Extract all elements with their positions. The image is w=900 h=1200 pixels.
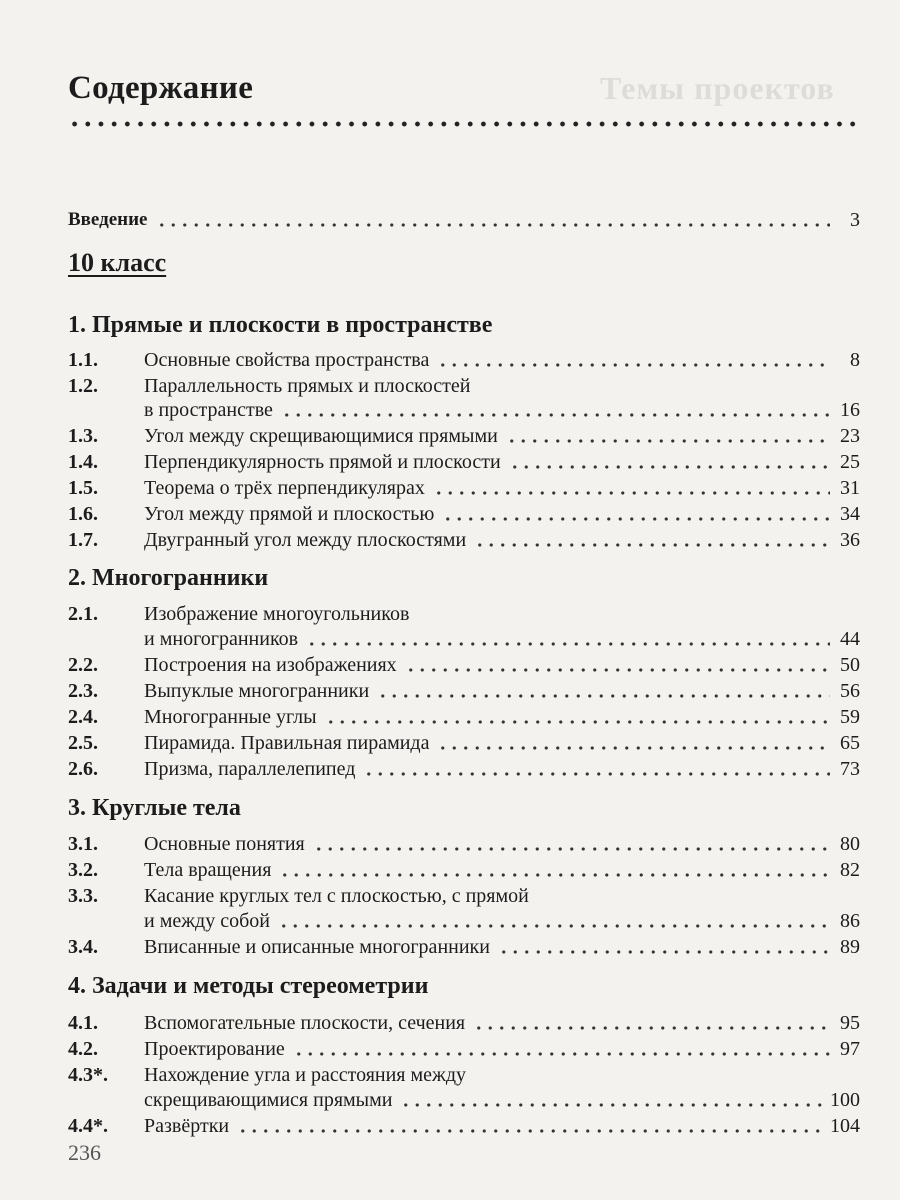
toc-entry-label: Вписанные и описанные многогранники: [144, 936, 490, 958]
toc-page-number: 59: [840, 706, 860, 728]
chapter-heading: 4. Задачи и методы стереометрии: [68, 973, 429, 999]
dot-leader: [281, 413, 830, 417]
toc-page-number: 104: [830, 1115, 860, 1137]
toc-entry[interactable]: [68, 522, 860, 552]
toc-entry-number: 4.4*.: [68, 1115, 108, 1137]
toc-entry[interactable]: [68, 929, 860, 959]
dot-leader: [437, 746, 830, 750]
dot-leader: [405, 668, 830, 672]
toc-entry-number: 1.4.: [68, 451, 98, 473]
chapter-heading: 2. Многогранники: [68, 565, 269, 591]
toc-entry-number: 2.4.: [68, 706, 98, 728]
toc-page-number: 56: [840, 680, 860, 702]
toc-entry-label: Введение: [68, 209, 148, 230]
toc-entry-label: Многогранные углы: [144, 706, 317, 728]
toc-entry-label: и между собой: [144, 910, 270, 932]
toc-entry-number: 1.2.: [68, 375, 98, 397]
dot-leader: [293, 1052, 830, 1056]
toc-entry-label: Угол между скрещивающимися прямыми: [144, 425, 498, 447]
chapter-heading: 1. Прямые и плоскости в пространстве: [68, 312, 493, 338]
chapter-heading: 3. Круглые тела: [68, 795, 241, 821]
toc-entry-number: 4.2.: [68, 1038, 98, 1060]
toc-entry-label: Двугранный угол между плоскостями: [144, 529, 467, 551]
dot-leader: [363, 772, 830, 776]
toc-page-number: 100: [830, 1089, 860, 1111]
dot-leader: [506, 439, 830, 443]
toc-entry-label: Построения на изображениях: [144, 654, 397, 676]
toc-entry-label: Угол между прямой и плоскостью: [144, 503, 435, 525]
toc-page-number: 25: [840, 451, 860, 473]
toc-entry-label: Проектирование: [144, 1038, 285, 1060]
toc-page-number: 34: [840, 503, 860, 525]
dot-leader: [437, 363, 830, 367]
bleed-through-heading: Темы проектов: [600, 70, 835, 106]
toc-entry-number: 1.6.: [68, 503, 98, 525]
toc-entry-label: и многогранников: [144, 628, 299, 650]
dot-leader: [509, 465, 830, 469]
toc-entry-number: 3.2.: [68, 859, 98, 881]
footer-page-number: 236: [68, 1140, 101, 1165]
toc-entry-number: 1.7.: [68, 529, 98, 551]
toc-entry-number: 1.5.: [68, 477, 98, 499]
dot-leader: [473, 1026, 830, 1030]
toc-page-number: 36: [840, 529, 860, 551]
toc-entry-label: Развёртки: [144, 1115, 230, 1137]
toc-entry-number: 2.5.: [68, 732, 98, 754]
toc-page-number: 73: [840, 758, 860, 780]
dot-leader: [156, 223, 831, 227]
toc-page-number: 31: [840, 477, 860, 499]
toc-entry-number: 2.3.: [68, 680, 98, 702]
toc-page-number: 65: [840, 732, 860, 754]
dot-leader: [498, 950, 830, 954]
toc-page-number: 23: [840, 425, 860, 447]
toc-entry-number: 3.3.: [68, 885, 98, 907]
toc-entry-label: Перпендикулярность прямой и плоскости: [144, 451, 501, 473]
toc-entry-number: 2.2.: [68, 654, 98, 676]
dot-leader: [306, 642, 830, 646]
toc-page-number: 95: [840, 1012, 860, 1034]
toc-page-number: 86: [840, 910, 860, 932]
title-dotted-rule: [68, 120, 860, 128]
dot-leader: [474, 543, 830, 547]
toc-page-number: 80: [840, 833, 860, 855]
dot-leader: [278, 924, 830, 928]
dot-leader: [377, 694, 830, 698]
grade-heading: 10 класс: [68, 248, 167, 277]
toc-entry-number: 4.1.: [68, 1012, 98, 1034]
toc-entry-number: 3.1.: [68, 833, 98, 855]
toc-entry[interactable]: [68, 1108, 860, 1138]
toc-page-number: 3: [850, 209, 860, 231]
dot-leader: [442, 517, 830, 521]
toc-entry-label: Вспомогательные плоскости, сечения: [144, 1012, 466, 1034]
toc-entry-label: Основные понятия: [144, 833, 305, 855]
table-of-contents: [68, 60, 860, 1180]
toc-entry[interactable]: [68, 751, 860, 781]
page-title: Содержание: [68, 70, 254, 106]
toc-entry-label: Выпуклые многогранники: [144, 680, 370, 702]
toc-entry-label: в пространстве: [144, 399, 273, 421]
toc-entry-number: 2.6.: [68, 758, 98, 780]
dot-leader: [400, 1103, 822, 1107]
toc-entry-label: Пирамида. Правильная пирамида: [144, 732, 430, 754]
dot-leader: [237, 1129, 822, 1133]
toc-entry-label-line1: Параллельность прямых и плоскостей: [144, 375, 471, 397]
toc-entry-number: 1.3.: [68, 425, 98, 447]
toc-entry-intro[interactable]: [68, 202, 860, 232]
toc-entry-label: Основные свойства пространства: [144, 349, 430, 371]
toc-entry-label-line1: Касание круглых тел с плоскостью, с прямой: [144, 885, 529, 907]
toc-entry-number: 4.3*.: [68, 1064, 108, 1086]
dot-leader: [279, 873, 830, 877]
toc-page-number: 50: [840, 654, 860, 676]
toc-page-number: 8: [850, 349, 860, 371]
toc-entry-number: 3.4.: [68, 936, 98, 958]
toc-entry-label: скрещивающимися прямыми: [144, 1089, 393, 1111]
toc-page-number: 16: [840, 399, 860, 421]
toc-entry-label: Тела вращения: [144, 859, 272, 881]
toc-page-number: 97: [840, 1038, 860, 1060]
toc-entry-number: 1.1.: [68, 349, 98, 371]
dot-leader: [325, 720, 830, 724]
toc-page-number: 89: [840, 936, 860, 958]
toc-entry-label-line1: Изображение многоугольников: [144, 603, 410, 625]
dot-leader: [433, 491, 830, 495]
toc-page-number: 44: [840, 628, 860, 650]
toc-entry-label: Призма, параллелепипед: [144, 758, 356, 780]
dot-leader: [313, 847, 830, 851]
toc-page-number: 82: [840, 859, 860, 881]
toc-entry-number: 2.1.: [68, 603, 98, 625]
toc-entry-label: Теорема о трёх перпендикулярах: [144, 477, 425, 499]
toc-entry-label-line1: Нахождение угла и расстояния между: [144, 1064, 467, 1086]
